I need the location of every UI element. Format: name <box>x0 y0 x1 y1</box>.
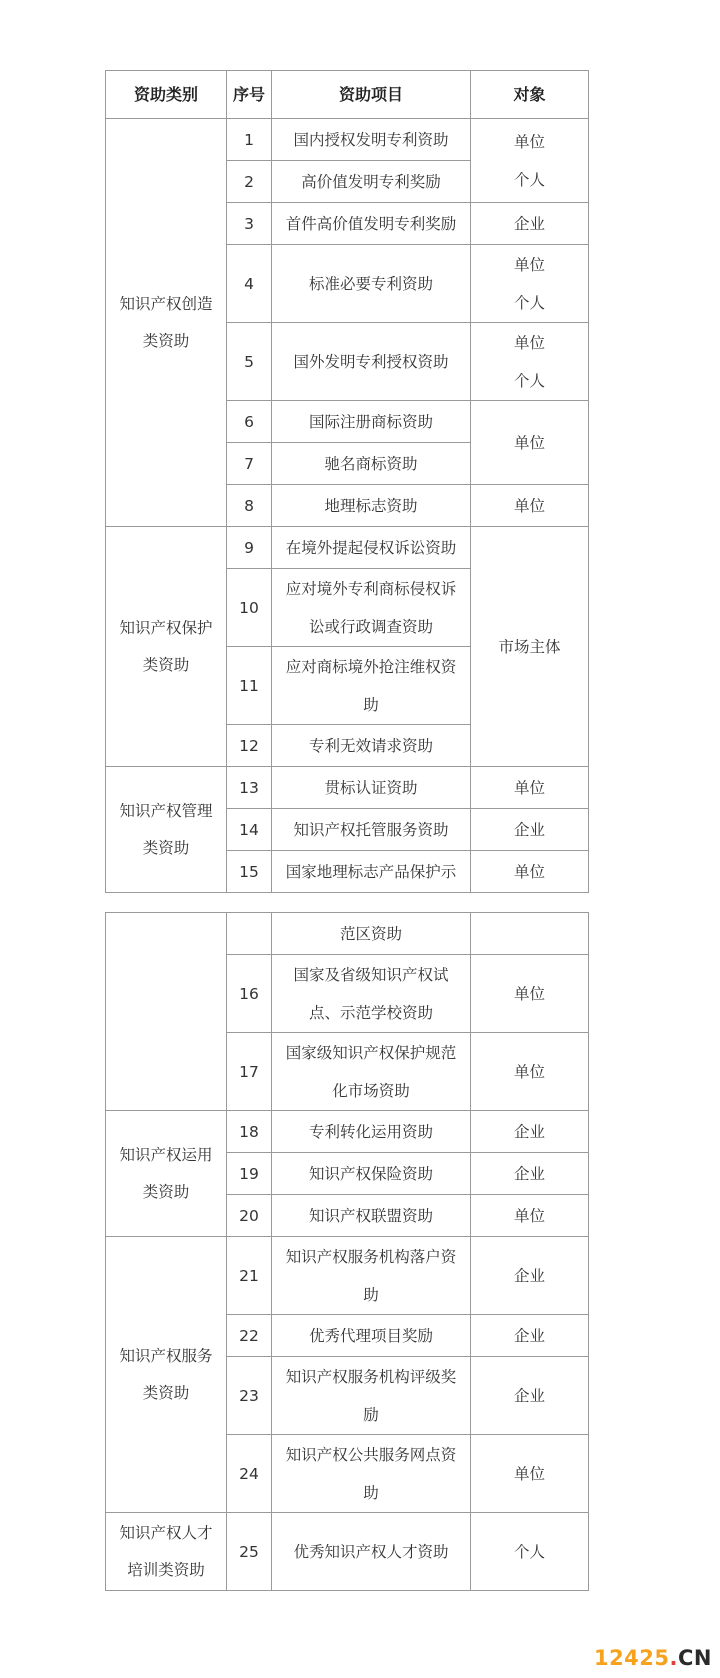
project-line: 在境外提起侵权诉讼资助 <box>285 538 457 557</box>
index-cell: 19 <box>227 1153 272 1195</box>
target-cell <box>471 955 589 1033</box>
target-line: 单位 <box>513 862 545 881</box>
project-line: 励 <box>363 1405 379 1424</box>
target-cell <box>471 1237 589 1315</box>
target-line: 企业 <box>513 214 545 233</box>
project-line: 优秀代理项目奖励 <box>308 1326 433 1345</box>
project-line: 标准必要专利资助 <box>308 274 433 293</box>
index-cell: 4 <box>227 245 272 323</box>
target-line: 单位 <box>513 255 545 274</box>
project-cell <box>272 955 471 1033</box>
index-cell: 3 <box>227 203 272 245</box>
target-line: 单位 <box>513 1062 545 1081</box>
project-line: 点、示范学校资助 <box>308 1003 433 1022</box>
index-cell: 13 <box>227 767 272 809</box>
project-line: 助 <box>363 695 379 714</box>
project-cell <box>272 485 471 527</box>
target-line: 个人 <box>513 293 545 312</box>
category-line: 知识产权运用 <box>119 1145 213 1164</box>
subsidy-table-part-2 <box>105 912 589 1591</box>
header-target: 对象 <box>471 71 589 119</box>
project-line: 助 <box>363 1483 379 1502</box>
target-cell <box>471 527 589 767</box>
project-cell <box>272 245 471 323</box>
project-line: 首件高价值发明专利奖励 <box>285 214 457 233</box>
project-cell <box>272 323 471 401</box>
category-line: 类资助 <box>142 331 190 350</box>
project-line: 应对境外专利商标侵权诉 <box>285 579 457 598</box>
target-line: 单位 <box>513 433 545 452</box>
watermark-dot: . <box>669 1646 678 1670</box>
project-cell <box>272 119 471 161</box>
target-line: 单位 <box>513 984 545 1003</box>
index-cell: 7 <box>227 443 272 485</box>
project-line: 驰名商标资助 <box>324 454 418 473</box>
category-line: 知识产权人才 <box>119 1523 213 1542</box>
table-row <box>106 913 589 955</box>
project-line: 知识产权联盟资助 <box>308 1206 433 1225</box>
project-line: 讼或行政调查资助 <box>308 617 433 636</box>
target-cell <box>471 913 589 955</box>
category-cell <box>106 119 227 527</box>
project-line: 高价值发明专利奖励 <box>301 172 441 191</box>
project-cell <box>272 851 471 893</box>
project-line: 知识产权托管服务资助 <box>293 820 449 839</box>
category-line: 知识产权保护 <box>119 618 213 637</box>
project-line: 化市场资助 <box>332 1081 410 1100</box>
project-cell <box>272 725 471 767</box>
index-cell: 12 <box>227 725 272 767</box>
target-line: 个人 <box>513 1542 545 1561</box>
watermark-cn: CN <box>678 1646 712 1670</box>
project-cell <box>272 569 471 647</box>
target-line: 企业 <box>513 820 545 839</box>
index-cell: 20 <box>227 1195 272 1237</box>
project-line: 国家地理标志产品保护示 <box>285 862 457 881</box>
project-line: 国家级知识产权保护规范 <box>285 1043 457 1062</box>
target-cell <box>471 1195 589 1237</box>
target-cell <box>471 1153 589 1195</box>
table-row <box>106 1237 589 1315</box>
table-row <box>106 1111 589 1153</box>
table-header-row <box>106 71 589 119</box>
target-line: 企业 <box>513 1386 545 1405</box>
project-cell <box>272 1111 471 1153</box>
project-cell <box>272 1237 471 1315</box>
category-line: 培训类资助 <box>127 1560 205 1579</box>
target-cell <box>471 485 589 527</box>
target-cell <box>471 851 589 893</box>
project-cell <box>272 203 471 245</box>
target-line: 个人 <box>513 371 545 390</box>
project-cell <box>272 443 471 485</box>
category-line: 类资助 <box>142 1383 190 1402</box>
index-cell: 23 <box>227 1357 272 1435</box>
category-line: 知识产权创造 <box>119 294 213 313</box>
project-cell <box>272 1315 471 1357</box>
target-cell <box>471 245 589 323</box>
header-index: 序号 <box>227 71 272 119</box>
index-cell: 17 <box>227 1033 272 1111</box>
project-line: 优秀知识产权人才资助 <box>293 1542 449 1561</box>
category-line: 类资助 <box>142 838 190 857</box>
target-cell <box>471 1513 589 1591</box>
category-cell <box>106 913 227 1111</box>
project-line: 专利转化运用资助 <box>308 1122 433 1141</box>
project-cell <box>272 161 471 203</box>
index-cell: 1 <box>227 119 272 161</box>
category-cell <box>106 1111 227 1237</box>
target-line: 单位 <box>513 333 545 352</box>
index-cell: 15 <box>227 851 272 893</box>
target-line: 单位 <box>513 132 545 151</box>
project-line: 国际注册商标资助 <box>308 412 433 431</box>
target-line: 企业 <box>513 1326 545 1345</box>
target-line: 单位 <box>513 778 545 797</box>
table-row <box>106 767 589 809</box>
category-cell <box>106 767 227 893</box>
category-line: 知识产权服务 <box>119 1346 213 1365</box>
project-line: 国家及省级知识产权试 <box>293 965 449 984</box>
table-row <box>106 527 589 569</box>
header-category: 资助类别 <box>106 71 227 119</box>
target-cell <box>471 1435 589 1513</box>
index-cell <box>227 913 272 955</box>
target-cell <box>471 767 589 809</box>
project-cell <box>272 913 471 955</box>
header-project: 资助项目 <box>272 71 471 119</box>
project-line: 地理标志资助 <box>324 496 418 515</box>
category-cell <box>106 527 227 767</box>
index-cell: 8 <box>227 485 272 527</box>
project-line: 范区资助 <box>339 924 402 943</box>
target-cell <box>471 323 589 401</box>
index-cell: 22 <box>227 1315 272 1357</box>
project-line: 国内授权发明专利资助 <box>293 130 449 149</box>
target-cell <box>471 203 589 245</box>
index-cell: 18 <box>227 1111 272 1153</box>
category-cell <box>106 1513 227 1591</box>
target-line: 单位 <box>513 496 545 515</box>
project-cell <box>272 401 471 443</box>
site-watermark <box>594 1646 712 1670</box>
category-line: 类资助 <box>142 655 190 674</box>
project-cell <box>272 527 471 569</box>
project-cell <box>272 809 471 851</box>
project-line: 助 <box>363 1285 379 1304</box>
project-cell <box>272 1153 471 1195</box>
target-line: 单位 <box>513 1206 545 1225</box>
project-cell <box>272 1435 471 1513</box>
index-cell: 24 <box>227 1435 272 1513</box>
index-cell: 2 <box>227 161 272 203</box>
category-line: 知识产权管理 <box>119 801 213 820</box>
target-cell <box>471 809 589 851</box>
category-line: 类资助 <box>142 1182 190 1201</box>
index-cell: 10 <box>227 569 272 647</box>
target-line: 企业 <box>513 1266 545 1285</box>
project-cell <box>272 1195 471 1237</box>
project-line: 知识产权服务机构落户资 <box>285 1247 457 1266</box>
table-row <box>106 1513 589 1591</box>
project-cell <box>272 1033 471 1111</box>
index-cell: 11 <box>227 647 272 725</box>
target-cell <box>471 1357 589 1435</box>
subsidy-table-part-1 <box>105 70 589 893</box>
target-line: 个人 <box>513 170 545 189</box>
project-cell <box>272 1513 471 1591</box>
index-cell: 9 <box>227 527 272 569</box>
project-line: 专利无效请求资助 <box>308 736 433 755</box>
project-line: 应对商标境外抢注维权资 <box>285 657 457 676</box>
project-line: 贯标认证资助 <box>324 778 418 797</box>
target-cell <box>471 1033 589 1111</box>
project-line: 知识产权公共服务网点资 <box>285 1445 457 1464</box>
target-line: 市场主体 <box>498 637 561 656</box>
project-cell <box>272 767 471 809</box>
target-cell <box>471 401 589 485</box>
index-cell: 6 <box>227 401 272 443</box>
target-line: 企业 <box>513 1122 545 1141</box>
project-line: 国外发明专利授权资助 <box>293 352 449 371</box>
table-row <box>106 119 589 161</box>
project-cell <box>272 1357 471 1435</box>
target-line: 企业 <box>513 1164 545 1183</box>
target-cell <box>471 119 589 203</box>
index-cell: 16 <box>227 955 272 1033</box>
index-cell: 14 <box>227 809 272 851</box>
index-cell: 25 <box>227 1513 272 1591</box>
project-cell <box>272 647 471 725</box>
index-cell: 5 <box>227 323 272 401</box>
watermark-number: 12425 <box>593 1646 670 1670</box>
category-cell <box>106 1237 227 1513</box>
target-line: 单位 <box>513 1464 545 1483</box>
target-cell <box>471 1315 589 1357</box>
project-line: 知识产权服务机构评级奖 <box>285 1367 457 1386</box>
target-cell <box>471 1111 589 1153</box>
project-line: 知识产权保险资助 <box>308 1164 433 1183</box>
index-cell: 21 <box>227 1237 272 1315</box>
